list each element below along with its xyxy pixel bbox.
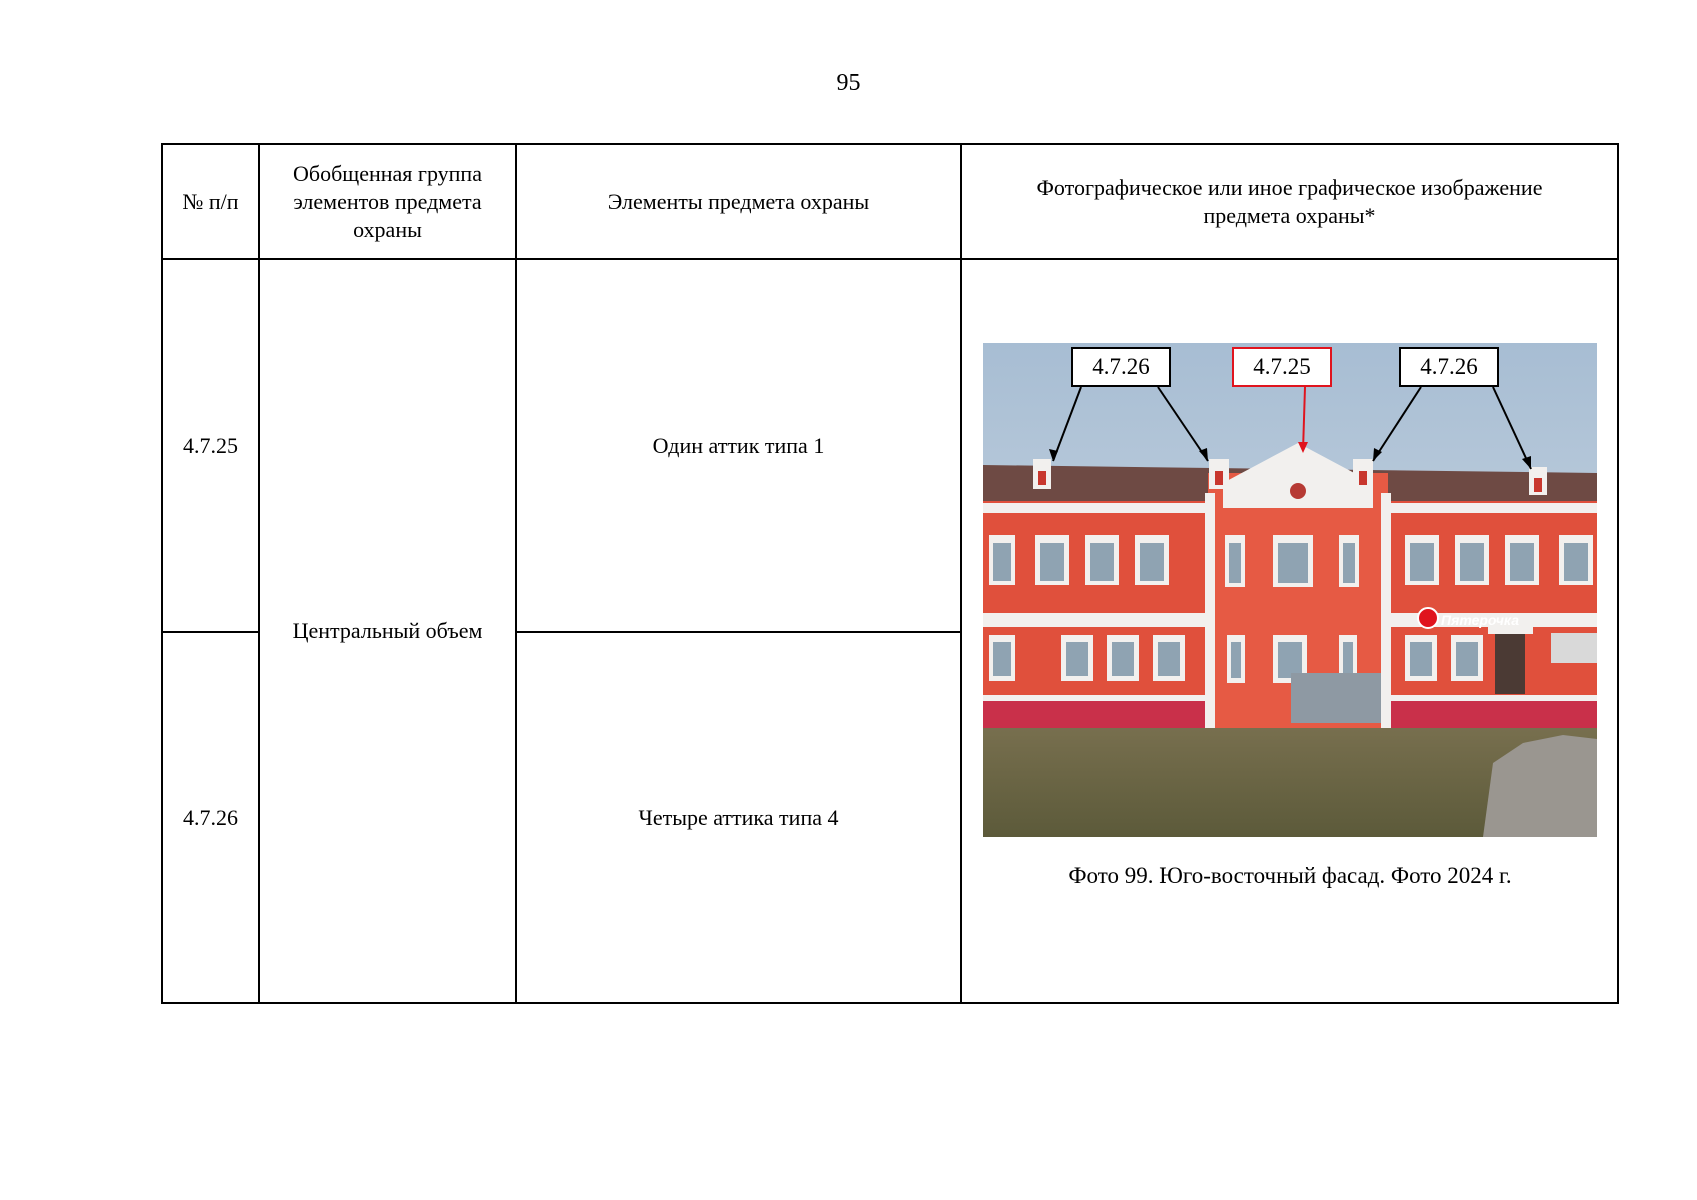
store-sign: Пятерочка bbox=[1441, 612, 1519, 628]
label-4-7-26-left: 4.7.26 bbox=[1071, 347, 1171, 387]
row-1-number: 4.7.25 bbox=[183, 432, 238, 458]
ac-units bbox=[1551, 633, 1597, 663]
metal-container bbox=[1291, 673, 1381, 723]
table-border-bottom bbox=[161, 1002, 1619, 1004]
page-number: 95 bbox=[836, 70, 861, 96]
pilaster-right bbox=[1381, 493, 1391, 728]
entrance-door bbox=[1495, 634, 1525, 694]
header-photo: Фотографическое или иное графическое изображение предмета охраны* bbox=[1036, 174, 1543, 228]
pilaster-left bbox=[1205, 493, 1215, 728]
row-2-element: Четыре аттика типа 4 bbox=[638, 804, 839, 830]
row-2-number: 4.7.26 bbox=[183, 804, 238, 830]
header-elements: Элементы предмета охраны bbox=[607, 188, 870, 214]
facade-photo bbox=[983, 343, 1597, 837]
group-cell: Центральный объем bbox=[292, 618, 483, 643]
store-logo bbox=[1418, 608, 1438, 628]
label-4-7-26-right: 4.7.26 bbox=[1399, 347, 1499, 387]
gable-oculus bbox=[1288, 481, 1308, 501]
photo-caption: Фото 99. Юго-восточный фасад. Фото 2024 г. bbox=[1068, 863, 1512, 888]
header-number: № п/п bbox=[182, 188, 239, 214]
protection-table bbox=[161, 143, 1619, 1004]
label-4-7-25: 4.7.25 bbox=[1232, 347, 1332, 387]
header-group: Обобщенная группа элементов предмета охраны bbox=[293, 160, 482, 242]
facade-illustration bbox=[983, 343, 1597, 837]
row-1-element: Один аттик типа 1 bbox=[652, 432, 825, 458]
